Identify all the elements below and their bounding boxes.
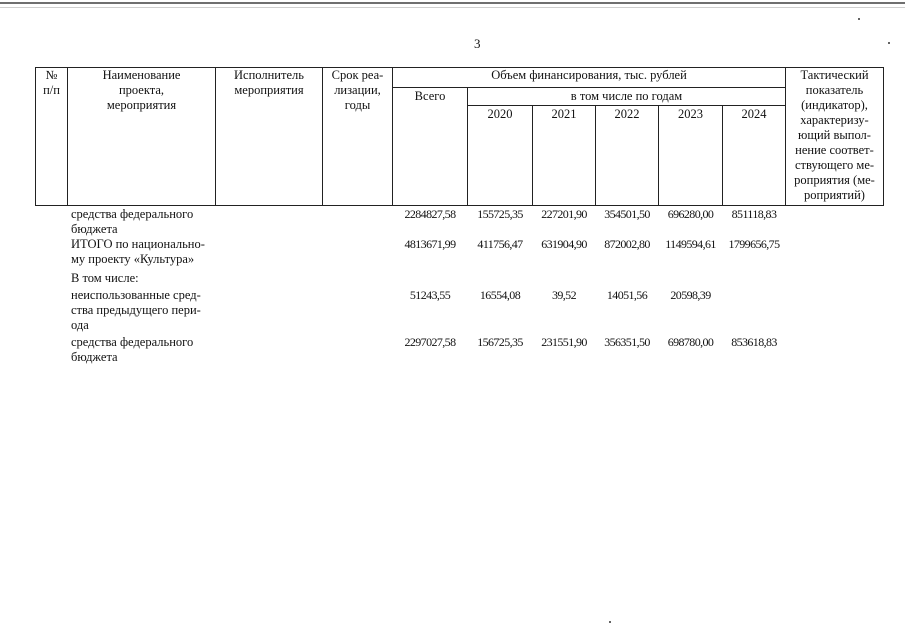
row-value-2023: 1149594,61 — [665, 237, 716, 251]
row-value-2021: 227201,90 — [541, 207, 587, 221]
header-term: Срок реа- лизации, годы — [331, 68, 384, 112]
row-value-2024: 851118,83 — [731, 207, 777, 221]
row-value-2021: 231551,90 — [541, 335, 587, 349]
row-value-2023: 696280,00 — [667, 207, 714, 221]
header-year-2021: 2021 — [551, 107, 577, 121]
col-border — [392, 67, 393, 206]
row-value-2022: 356351,50 — [604, 335, 650, 349]
header-year-2020: 2020 — [487, 107, 513, 121]
row-value-2022: 872002,80 — [604, 237, 650, 251]
header-indicator: Тактический показатель (индикатор), характеризу- ющий выпол- нение соответ- ствующего ме- роприятия (ме- роприятий) — [794, 68, 875, 202]
funding-header-rule — [392, 87, 785, 88]
years-header-rule — [467, 105, 785, 106]
header-year-2024: 2024 — [741, 107, 767, 121]
header-by-years: в том числе по годам — [570, 89, 683, 103]
row-value-2021: 39,52 — [551, 288, 576, 302]
header-year-2023: 2023 — [678, 107, 703, 121]
header-total: Всего — [414, 89, 446, 103]
row-value-2022: 354501,50 — [604, 207, 650, 221]
row-name: средства федерального бюджета — [71, 335, 194, 364]
row-total: 2297027,58 — [404, 335, 456, 349]
page-number: 3 — [474, 36, 481, 51]
col-border — [883, 67, 884, 206]
row-value-2023: 698780,00 — [667, 335, 714, 349]
header-project-name: Наименование проекта, мероприятия — [102, 68, 181, 112]
row-total: 2284827,58 — [404, 207, 456, 221]
header-funding: Объем финансирования, тыс. рублей — [491, 68, 687, 82]
header-year-2022: 2022 — [614, 107, 640, 121]
row-total: 4813671,99 — [404, 237, 456, 251]
row-name: средства федерального бюджета — [71, 207, 194, 236]
row-value-2024: 1799656,75 — [728, 237, 780, 251]
row-name: ИТОГО по национально- му проекту «Культура» — [71, 237, 205, 266]
col-border — [467, 87, 468, 206]
row-value-2020: 156725,35 — [477, 335, 523, 349]
row-name: неиспользованные сред- ства предыдущего пери- ода — [71, 288, 201, 332]
row-value-2022: 14051,56 — [606, 288, 648, 302]
header-executor: Исполнитель мероприятия — [234, 68, 304, 97]
row-value-2023: 20598,39 — [670, 288, 711, 302]
header-bottom-border — [35, 205, 883, 206]
row-name: В том числе: — [71, 271, 139, 285]
row-value-2024: 853618,83 — [731, 335, 777, 349]
header-number: № п/п — [43, 68, 60, 97]
row-value-2021: 631904,90 — [541, 237, 587, 251]
row-value-2020: 16554,08 — [479, 288, 521, 302]
row-value-2020: 155725,35 — [477, 207, 523, 221]
row-total: 51243,55 — [409, 288, 451, 302]
row-value-2020: 411756,47 — [477, 237, 523, 251]
